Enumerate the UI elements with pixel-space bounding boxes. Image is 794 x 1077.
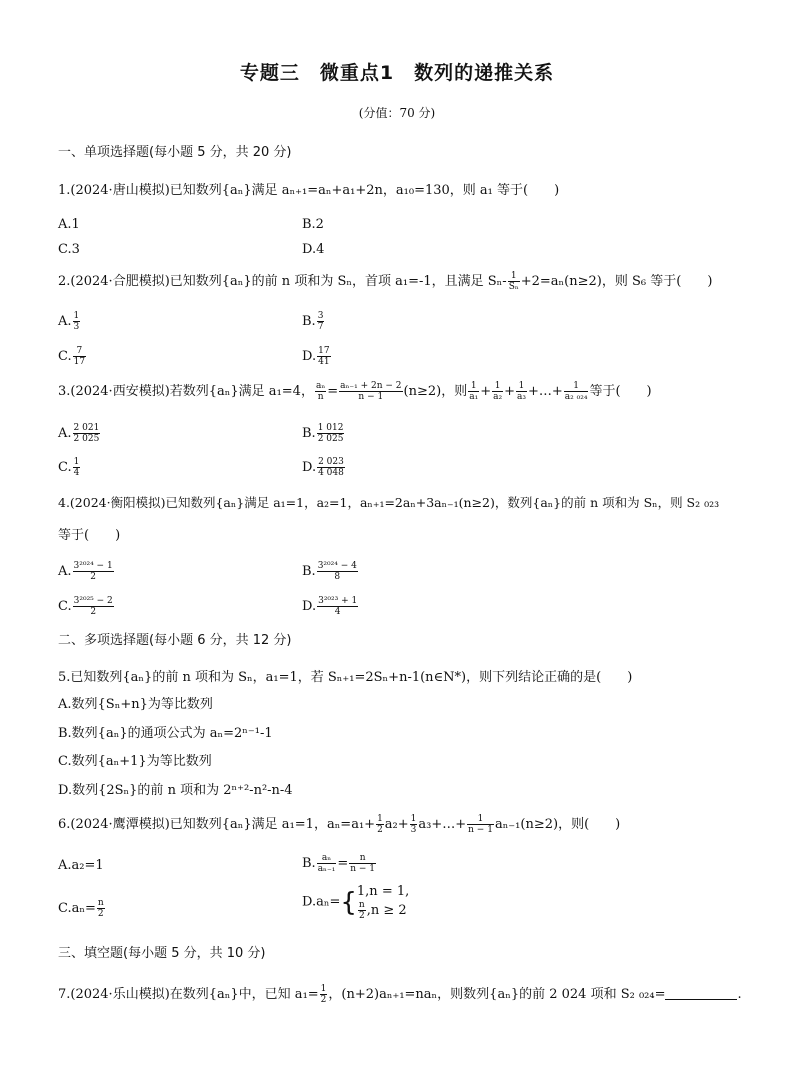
section-heading-fill-in: 三、填空题(每小题 5 分，共 10 分) <box>58 946 266 961</box>
q4-option-c: C. $\frac{\text{3²⁰²⁵ − 2}}{2}$ <box>58 596 113 617</box>
question-4-stem-line2: 等于( ) <box>58 528 121 543</box>
question-3-stem: 3.(2024·西安模拟)若数列{aₙ}满足 a₁=4， $\frac{\text{aₙ}}{n}$ = $\frac{\text{aₙ₋₁ + 2n − 2}}{n - 1}$ (n≥2)，则 $\frac{1}{\text{a₁}}$ + $\frac{1}{\text{a₂}}$ + $\frac{1}{\text{a₃}}$ +…+ $\frac{1}{\text{a₂ ₀₂₄}}$ 等于( ) <box>58 381 652 402</box>
q6-option-d: D.aₙ={ 1,n = 1, $\frac{n}{2}$ ,n ≥ 2 <box>302 884 410 921</box>
q3-option-c: C. $\frac{1}{4}$ <box>58 457 80 478</box>
q4-option-d: D. $\frac{\text{3²⁰²³ + 1}}{4}$ <box>302 596 358 617</box>
question-1-stem: 1.(2024·唐山模拟)已知数列{aₙ}满足 aₙ₊₁=aₙ+a₁+2n，a₁₀=130，则 a₁ 等于( ) <box>58 183 560 198</box>
section-heading-single-choice: 一、单项选择题(每小题 5 分，共 20 分) <box>58 145 292 160</box>
q1-option-a: A.1 <box>58 217 80 232</box>
q2-option-c: C. $\frac{7}{17}$ <box>58 346 86 367</box>
question-4-stem-line1: 4.(2024·衡阳模拟)已知数列{aₙ}满足 a₁=1，a₂=1，aₙ₊₁=2aₙ+3aₙ₋₁(n≥2)，数列{aₙ}的前 n 项和为 Sₙ，则 S₂ ₀₂₃ <box>58 495 720 510</box>
fraction: $\frac{1}{\text{Sₙ}}$ <box>508 271 519 292</box>
q6-option-a: A.a₂=1 <box>58 858 104 873</box>
q4-option-a: A. $\frac{\text{3²⁰²⁴ − 1}}{2}$ <box>58 561 113 582</box>
left-brace: { <box>340 887 357 918</box>
score-note: (分值：70 分) <box>358 106 436 120</box>
q6-option-c: C.aₙ= $\frac{n}{2}$ <box>58 898 104 919</box>
q3-option-a: A. $\frac{2 021}{2 025}$ <box>58 423 100 444</box>
q5-option-c: C.数列{aₙ+1}为等比数列 <box>58 754 212 769</box>
question-2-stem: 2.(2024·合肥模拟)已知数列{aₙ}的前 n 项和为 Sₙ，首项 a₁=-1，且满足 Sₙ- $\frac{1}{\text{Sₙ}}$ +2=aₙ(n≥2)，则 S₆ 等于( ) <box>58 271 713 292</box>
answer-blank[interactable] <box>665 999 737 1000</box>
q2-option-a: A. $\frac{1}{3}$ <box>58 311 80 332</box>
q2-option-b: B. $\frac{3}{7}$ <box>302 311 324 332</box>
q5-option-b: B.数列{aₙ}的通项公式为 aₙ=2ⁿ⁻¹-1 <box>58 726 273 741</box>
question-7-stem: 7.(2024·乐山模拟)在数列{aₙ}中，已知 a₁= $\frac{1}{2}$ ，(n+2)aₙ₊₁=naₙ，则数列{aₙ}的前 2 024 项和 S₂ ₀₂₄= . <box>58 984 742 1005</box>
q5-option-d: D.数列{2Sₙ}的前 n 项和为 2ⁿ⁺²-n²-n-4 <box>58 783 293 798</box>
q3-option-b: B. $\frac{1 012}{2 025}$ <box>302 423 344 444</box>
q6-option-b: B. $\frac{\text{aₙ}}{\text{aₙ₋₁}}$ = $\frac{n}{n - 1}$ <box>302 853 376 874</box>
question-5-stem: 5.已知数列{aₙ}的前 n 项和为 Sₙ，a₁=1，若 Sₙ₊₁=2Sₙ+n-1(n∈N*)，则下列结论正确的是( ) <box>58 670 633 685</box>
q1-option-b: B.2 <box>302 217 324 232</box>
section-heading-multiple-choice: 二、多项选择题(每小题 6 分，共 12 分) <box>58 633 292 648</box>
q1-option-c: C.3 <box>58 242 80 257</box>
q5-option-a: A.数列{Sₙ+n}为等比数列 <box>58 697 213 712</box>
question-6-stem: 6.(2024·鹰潭模拟)已知数列{aₙ}满足 a₁=1，aₙ=a₁+ $\frac{1}{2}$ a₂+ $\frac{1}{3}$ a₃+…+ $\frac{1}{n - 1}$ aₙ₋₁(n≥2)，则( ) <box>58 814 621 835</box>
q2-option-d: D. $\frac{17}{41}$ <box>302 346 330 367</box>
page-title: 专题三 微重点1 数列的递推关系 <box>239 62 555 84</box>
piecewise-cases: 1,n = 1, $\frac{n}{2}$ ,n ≥ 2 <box>356 884 410 921</box>
q4-option-b: B. $\frac{\text{3²⁰²⁴ − 4}}{8}$ <box>302 561 357 582</box>
q1-option-d: D.4 <box>302 242 325 257</box>
q3-option-d: D. $\frac{2 023}{4 048}$ <box>302 457 344 478</box>
